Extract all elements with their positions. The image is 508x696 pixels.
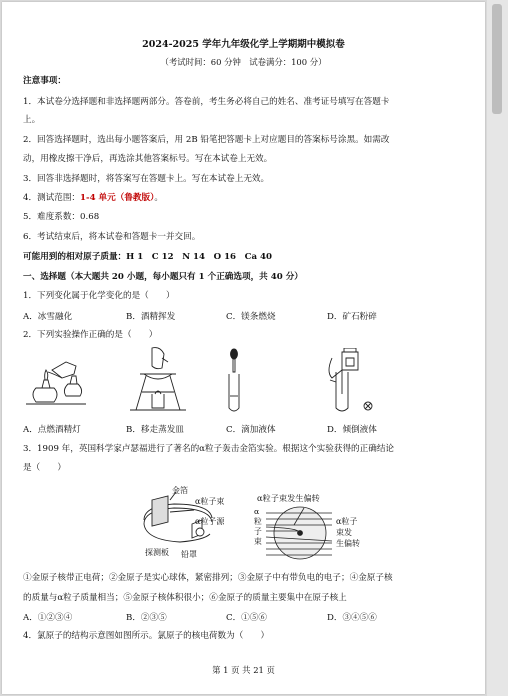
section-heading: 一、选择题（本大题共 20 小题，每小题只有 1 个正确选项，共 40 分）: [23, 272, 303, 282]
notice-3: 3．回答非选择题时，将答案写在答题卡上。写在本试卷上无效。: [23, 174, 270, 184]
notice-1b: 上。: [23, 115, 41, 125]
q2-option-d: D．倾倒液体: [327, 425, 377, 435]
q3-stem-a: 3．1909 年，英国科学家卢瑟福进行了著名的α粒子轰击金箔实验。根据这个实验获得的正确结论: [23, 444, 395, 454]
q3-conclusions-a: ①金原子核带正电荷；②金原子是实心球体，紧密排列；③金原子中有带负电的电子；④金原子核: [23, 573, 393, 583]
notice-4: 4．测试范围：1-4 单元（鲁教版）。: [23, 193, 164, 203]
q3-option-d: D．③④⑤⑥: [327, 613, 377, 623]
page-footer: 第 1 页 共 21 页: [212, 665, 275, 675]
fig-label-deflect-right: α粒子 束发 生偏转: [336, 517, 360, 548]
atom-deflection-figure: [264, 504, 334, 562]
fig-label-source: α粒子源: [195, 517, 225, 526]
q1-option-a: A．冰雪融化: [23, 312, 73, 322]
pouring-liquid-figure: [322, 348, 382, 414]
exam-subtitle: （考试时间：60 分钟 试卷满分：100 分）: [160, 57, 327, 67]
notice-5: 5．难度系数：0.68: [23, 212, 100, 222]
fig-label-screen: 探测板: [145, 548, 169, 557]
atomic-masses: 可能用到的相对原子质量：H 1 C 12 N 14 O 16 Ca 40: [23, 252, 272, 262]
q3-option-b: B．②③⑤: [126, 613, 167, 623]
q4-stem: 4．氯原子的结构示意图如图所示。氯原子的核电荷数为（ ）: [23, 631, 270, 641]
q3-stem-b: 是（ ）: [23, 463, 66, 473]
q1-option-b: B．酒精挥发: [126, 312, 176, 322]
fig-label-beam: α粒子束: [195, 497, 225, 506]
exam-title: 2024-2025 学年九年级化学上学期期中模拟卷: [142, 39, 345, 50]
notice-1a: 1．本试卷分选择题和非选择题两部分。答卷前，考生务必将自己的姓名、准考证号填写在答题卡: [23, 97, 390, 107]
q2-option-c: C．滴加液体: [226, 425, 276, 435]
q3-option-a: A．①②③④: [23, 613, 73, 623]
evaporating-dish-figure: [122, 344, 194, 416]
fig-label-deflect-top: α粒子束发生偏转: [257, 493, 320, 503]
q1-stem: 1．下列变化属于化学变化的是（ ）: [23, 291, 175, 301]
q2-stem: 2．下列实验操作正确的是（ ）: [23, 330, 158, 340]
q3-option-c: C．①⑤⑥: [226, 613, 267, 623]
lamp-lighting-figure: [22, 352, 92, 414]
q3-conclusions-b: 的质量与α粒子质量相当；⑤金原子核体积很小；⑥金原子的质量主要集中在原子核上: [23, 593, 347, 603]
fig-label-foil: 金箔: [172, 486, 188, 495]
document-page: [2, 2, 485, 694]
notice-2a: 2．回答选择题时，选出每小题答案后，用 2B 铅笔把答题卡上对应题目的答案标号涂黑。如需改: [23, 135, 390, 145]
scrollbar-thumb[interactable]: [492, 4, 502, 114]
fig-label-beam-vertical: α 粒 子 束: [254, 507, 262, 546]
notice-6: 6．考试结束后，将本试卷和答题卡一并交回。: [23, 232, 201, 242]
q1-option-c: C．镁条燃烧: [226, 312, 276, 322]
notice-heading: 注意事项：: [23, 76, 66, 86]
notice-2b: 动，用橡皮擦干净后，再选涂其他答案标号。写在本试卷上无效。: [23, 154, 273, 164]
q1-option-d: D．矿石粉碎: [327, 312, 377, 322]
q2-option-b: B．移走蒸发皿: [126, 425, 184, 435]
fig-label-lead: 铅罩: [181, 550, 197, 559]
dropper-tube-figure: [222, 348, 252, 414]
q2-option-a: A．点燃酒精灯: [23, 425, 81, 435]
